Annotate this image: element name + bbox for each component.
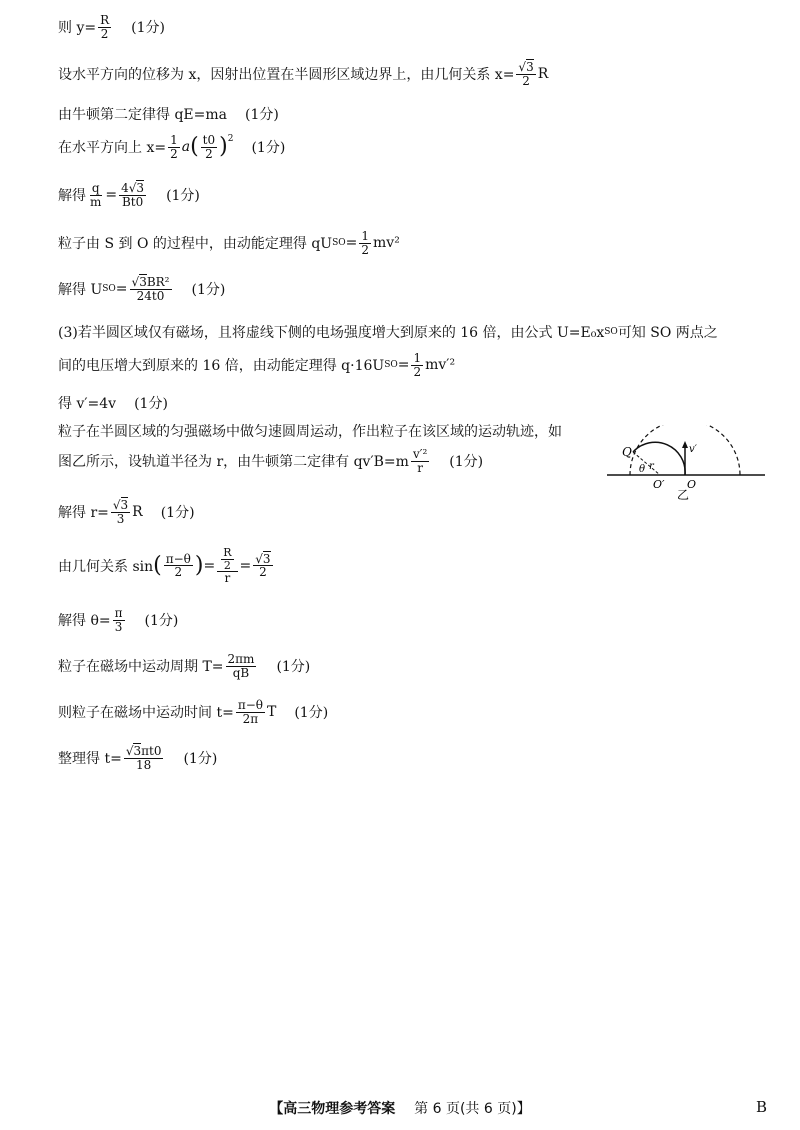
radicand: 3 <box>139 275 147 289</box>
numerator-tail: πt0 <box>141 744 162 758</box>
line-text: 粒子在半圆区域的匀强磁场中做匀速圆周运动，作出粒子在该区域的运动轨迹，如 <box>58 424 562 440</box>
line-text: 由几何关系 sin <box>58 558 154 575</box>
score-mark: (1分) <box>294 705 329 722</box>
score-mark: (1分) <box>276 659 311 676</box>
answer-line-horizontal <box>58 134 285 160</box>
fraction <box>124 745 164 771</box>
denominator: 2 <box>223 558 231 572</box>
subscript: SO <box>102 284 116 295</box>
numerator: 1 <box>170 133 178 147</box>
denominator: m <box>90 194 102 209</box>
fraction-2 <box>119 182 146 208</box>
fraction-2 <box>253 553 272 579</box>
denominator: 3 <box>116 511 125 526</box>
fraction <box>411 352 423 378</box>
denominator: r <box>417 460 423 475</box>
denominator: qB <box>232 665 250 680</box>
score-mark: (1分) <box>191 282 226 299</box>
numerator: v′² <box>412 447 428 461</box>
answer-line-y <box>58 14 165 40</box>
denominator: 2 <box>522 73 530 88</box>
paren-open: ( <box>153 552 162 578</box>
equals-sign: = <box>397 357 410 374</box>
denominator: 2 <box>361 242 370 257</box>
numerator: 2πm <box>227 652 255 666</box>
numerator: R <box>100 13 110 27</box>
radicand: 3 <box>133 744 142 758</box>
fraction <box>411 448 429 474</box>
line-text: 设水平方向的位移为 x，因射出位置在半圆形区域边界上，由几何关系 x= <box>58 67 515 84</box>
equals-sign: = <box>239 557 252 574</box>
answer-line-voltage-16x <box>58 352 455 378</box>
score-mark: (1分) <box>244 107 279 123</box>
denominator: 18 <box>135 757 152 772</box>
line-text: 在水平方向上 x= <box>58 140 167 157</box>
answer-line-geometry <box>58 61 548 87</box>
arrow-head <box>682 441 688 448</box>
answer-line-time <box>58 699 328 725</box>
line-text: 则粒子在磁场中运动时间 t= <box>58 705 234 722</box>
score-mark: (1分) <box>131 20 165 37</box>
numerator: √3 <box>112 498 129 512</box>
line-text: 图乙所示，设轨道半径为 r，由牛顿第二定律有 qv′B=m <box>58 454 409 471</box>
label-v: v′ <box>689 444 697 455</box>
numerator: π−θ <box>237 698 263 712</box>
paren-open: ( <box>190 134 199 160</box>
line-text: 粒子由 S 到 O 的过程中，由动能定理得 qU <box>58 236 333 253</box>
fraction <box>111 499 130 525</box>
score-mark: (1分) <box>144 613 179 630</box>
radicand: 3 <box>262 551 271 566</box>
line-text: 则 y= <box>58 20 97 37</box>
answer-line-energy <box>58 230 400 256</box>
footer-title: 【高三物理参考答案 <box>269 1101 396 1117</box>
fraction-inner <box>201 134 217 160</box>
denominator: 24t0 <box>136 288 165 303</box>
numerator <box>217 547 237 572</box>
coefficient: 4 <box>121 181 129 195</box>
numerator: √3 <box>518 60 534 74</box>
nested-fraction <box>221 547 233 571</box>
numerator-tail: BR² <box>146 275 170 289</box>
answer-line-circular-motion <box>58 421 562 441</box>
denominator: 2 <box>174 565 183 580</box>
line-text: 解得 U <box>58 282 103 299</box>
answer-line-sin <box>58 547 275 585</box>
figure-caption: 乙 <box>677 488 690 500</box>
label-r: r <box>649 461 654 472</box>
denominator: 2 <box>170 146 178 161</box>
line-text: 整理得 t= <box>58 751 122 768</box>
answer-line-radius <box>58 499 195 525</box>
score-mark: (1分) <box>134 396 168 412</box>
paren-close: ) <box>219 134 228 160</box>
radicand: 3 <box>526 60 534 74</box>
answer-line-voltage <box>58 276 225 302</box>
line-tail: R <box>132 504 143 521</box>
score-mark: (1分) <box>160 505 195 522</box>
numerator: √3πt0 <box>125 744 162 758</box>
fraction <box>98 14 111 40</box>
denominator: r <box>224 571 231 586</box>
answer-line-final <box>58 745 217 771</box>
exponent: 2 <box>227 134 234 144</box>
radius-line <box>633 452 660 475</box>
line-text: 解得 θ= <box>58 613 111 630</box>
numerator: 1 <box>413 351 422 365</box>
line-tail: R <box>537 66 549 83</box>
line-text: 解得 r= <box>58 505 109 522</box>
line-text: 粒子在磁场中运动周期 T= <box>58 659 224 676</box>
score-mark: (1分) <box>166 188 200 205</box>
equals-sign: = <box>115 281 128 298</box>
fraction <box>168 134 180 160</box>
fraction <box>359 230 371 256</box>
line-tail: mv² <box>373 235 400 252</box>
subscript: SO <box>604 327 618 337</box>
line-text: 间的电压增大到原来的 16 倍，由动能定理得 q·16U <box>58 358 385 375</box>
fraction <box>88 182 103 208</box>
line-tail: T <box>266 704 277 721</box>
label-o-prime: O′ <box>653 478 665 491</box>
numerator: 4√3 <box>121 181 145 195</box>
footer-page-number: 第 6 页(共 6 页)】 <box>414 1101 531 1117</box>
denominator: 3 <box>114 619 123 634</box>
line-tail: mv′² <box>425 357 456 374</box>
answer-line-period <box>58 653 310 679</box>
fraction <box>113 607 125 633</box>
denominator: 2π <box>242 711 259 726</box>
radicand: 3 <box>120 498 129 512</box>
compound-fraction <box>217 547 237 585</box>
numerator: q <box>91 181 100 195</box>
answer-line-radius-eq <box>58 448 483 474</box>
numerator: R <box>223 546 232 559</box>
radicand: 3 <box>136 181 145 195</box>
trajectory-figure <box>605 425 770 500</box>
label-o: O <box>687 478 697 491</box>
page-footer <box>0 1098 800 1118</box>
score-mark: (1分) <box>449 454 484 471</box>
subscript: SO <box>332 238 346 249</box>
score-mark: (1分) <box>183 751 218 768</box>
fraction-inner <box>164 553 193 579</box>
denominator: 2 <box>205 146 213 161</box>
fraction <box>236 699 265 725</box>
answer-line-velocity <box>58 393 168 413</box>
line-text: 由牛顿第二定律得 qE=ma <box>58 107 227 123</box>
label-theta: θ <box>639 464 646 475</box>
paren-close: ) <box>194 552 204 578</box>
line-text: (3)若半圆区域仅有磁场，且将虚线下侧的电场强度增大到原来的 16 倍，由公式 U=E₀x <box>58 325 605 341</box>
numerator: t0 <box>202 133 216 147</box>
answer-line-newton <box>58 104 279 124</box>
numerator: √3 <box>255 551 271 566</box>
denominator: 2 <box>259 565 267 580</box>
denominator: Bt0 <box>121 194 144 209</box>
label-q: Q <box>622 445 632 459</box>
line-text: 得 v′=4v <box>58 396 117 412</box>
subscript: SO <box>384 360 398 371</box>
version-label: B <box>756 1098 768 1116</box>
numerator: π−θ <box>165 551 191 566</box>
denominator: 2 <box>413 364 422 379</box>
numerator: 1 <box>361 229 370 243</box>
fraction <box>226 653 257 679</box>
fraction <box>130 276 172 302</box>
score-mark: (1分) <box>251 140 286 157</box>
line-tail: 可知 SO 两点之 <box>617 325 718 341</box>
answer-line-charge-ratio <box>58 182 200 208</box>
equals-sign: = <box>345 235 358 252</box>
equals-sign: = <box>105 187 118 204</box>
fraction <box>516 61 535 87</box>
denominator: 2 <box>100 26 109 41</box>
answer-line-theta <box>58 607 178 633</box>
accel-symbol: a <box>181 139 191 156</box>
numerator: π <box>114 606 123 620</box>
line-text: 解得 <box>58 188 86 205</box>
equals-sign: = <box>203 557 216 574</box>
answer-line-part3 <box>58 322 718 342</box>
numerator: √3BR² <box>131 275 170 289</box>
